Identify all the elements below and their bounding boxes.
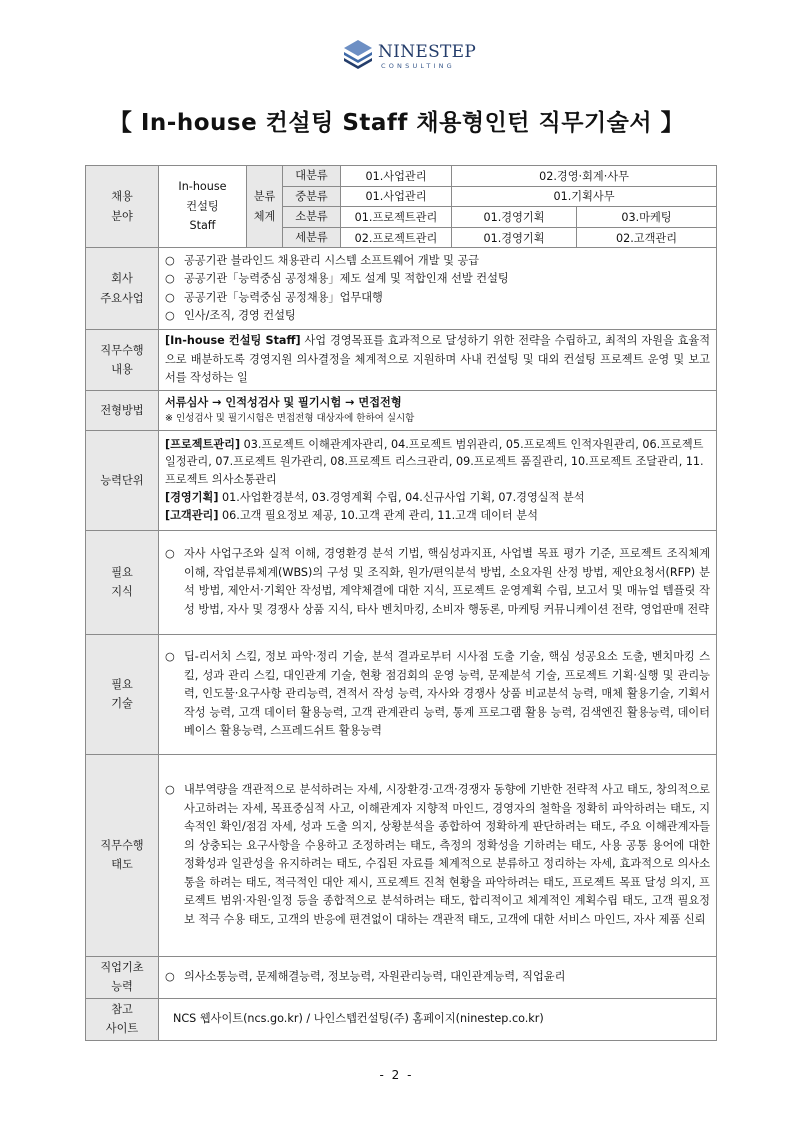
attitude-label: 직무수행 태도: [86, 754, 159, 956]
classification-label: 분류 체계: [247, 166, 283, 248]
job-description-table: [85, 165, 717, 1041]
list-item: ○ 공공기관「능력중심 공정채용」업무대행: [165, 290, 383, 304]
company-logo: [341, 38, 477, 74]
units-content: [159, 430, 717, 530]
field-label: 채용 분야: [86, 166, 159, 248]
minor-cell-1: 01.프로젝트관리: [341, 207, 452, 228]
skills-content: ○ 딥-리서치 스킬, 정보 파악·정리 기술, 분석 결과로부터 시사점 도출 기술, 핵심 성공요소 도출, 벤치마킹 스킬, 성과 관리 스킬, 대인관계 기술, 현황 점검회의 운영 능력, 문제분석 기술, 프로젝트 기획·실행 및 관리능력, 인도물·요구사항 관리능력, 견적서 작성 능력, 자사와 경쟁사 상품 비교분석 능력, 매체 활용기술, 기획서 작성 능력, 고객 데이터 활용능력, 고객 관계관리 능력, 통계 프로그램 활용 능력, 검색엔진 활용능력, 데이터베이스 활용능력, 스프레드쉬트 활용능력: [159, 634, 717, 754]
major-cell-1: 01.사업관리: [341, 166, 452, 187]
selection-content: [159, 390, 717, 430]
level-middle: 중분류: [283, 186, 341, 207]
reference-content: NCS 웹사이트(ncs.go.kr) / 나인스텝컨설팅(주) 홈페이지(ninestep.co.kr): [159, 998, 717, 1040]
skills-text: 딥-리서치 스킬, 정보 파악·정리 기술, 분석 결과로부터 시사점 도출 기술, 핵심 성공요소 도출, 벤치마킹 스킬, 성과 관리 스킬, 대인관계 기술, 현황 점검회의 운영 능력, 문제분석 기술, 프로젝트 기획·실행 및 관리능력, 인도물·요구사항 관리능력, 견적서 작성 능력, 자사와 경쟁사 상품 비교분석 능력, 매체 활용기술, 기획서 작성 능력, 고객 데이터 활용능력, 고객 관계관리 능력, 통계 프로그램 활용 능력, 검색엔진 활용능력, 데이터베이스 활용능력, 스프레드쉬트 활용능력: [184, 650, 710, 738]
list-item: ○ 공공기관 블라인드 채용관리 시스템 소프트웨어 개발 및 공급: [165, 253, 480, 267]
attitude-text: 내부역량을 객관적으로 분석하려는 자세, 시장환경·고객·경쟁자 동향에 기반한 전략적 사고 태도, 창의적으로 사고하려는 자세, 목표중심적 사고, 이해관계자 지향적 마인드, 경영자의 철학을 정확히 파악하려는 태도, 지속적인 확인/점검 자세, 성과 도출 의지, 상황분석을 종합하여 정확하게 판단하려는 태도, 주요 이해관계자들의 상충되는 요구사항을 수용하고 조정하려는 태도, 측정의 정확성을 기하려는 태도, 사용 공통 용어에 대한 정확성과 일관성을 유지하려는 태도, 수집된 자료를 체계적으로 분류하고 정리하는 자세, 효과적으로 의사소통을 하려는 태도, 적극적인 대안 제시, 프로젝트 진척 현황을 파악하려는 태도, 프로젝트 목표 달성 의지, 프로젝트 범위·자원·일정 등을 종합적으로 분석하려는 태도, 합리적이고 체계적인 계획수립 태도, 고객 필요정보 적극 수용 태도, 고객의 반응에 편견없이 대하는 객관적 태도, 고객에 대한 서비스 마인드, 자사 제품 신뢰: [184, 783, 710, 926]
business-list: [159, 248, 717, 330]
detail-cell-3: 02.고객관리: [577, 227, 717, 248]
basic-label: 직업기초 능력: [86, 956, 159, 998]
attitude-content: ○ 내부역량을 객관적으로 분석하려는 자세, 시장환경·고객·경쟁자 동향에 기반한 전략적 사고 태도, 창의적으로 사고하려는 자세, 목표중심적 사고, 이해관계자 지향적 마인드, 경영자의 철학을 정확히 파악하려는 태도, 지속적인 확인/점검 자세, 성과 도출 의지, 상황분석을 종합하여 정확하게 판단하려는 태도, 주요 이해관계자들의 상충되는 요구사항을 수용하고 조정하려는 태도, 측정의 정확성을 기하려는 태도, 사용 공통 용어에 대한 정확성과 일관성을 유지하려는 태도, 수집된 자료를 체계적으로 분류하고 정리하는 자세, 효과적으로 의사소통을 하려는 태도, 적극적인 대안 제시, 프로젝트 진척 현황을 파악하려는 태도, 프로젝트 목표 달성 의지, 프로젝트 범위·자원·일정 등을 종합적으로 분석하려는 태도, 합리적이고 체계적인 계획수립 태도, 고객 필요정보 적극 수용 태도, 고객의 반응에 편견없이 대하는 객관적 태도, 고객에 대한 서비스 마인드, 자사 제품 신뢰: [159, 754, 717, 956]
minor-cell-2: 01.경영기획: [452, 207, 577, 228]
middle-cell-2: 01.기획사무: [452, 186, 717, 207]
list-item: ○ 인사/조직, 경영 컨설팅: [165, 309, 296, 323]
business-label: 회사 주요사업: [86, 248, 159, 330]
minor-cell-3: 03.마케팅: [577, 207, 717, 228]
stacked-chevron-logo-icon: [341, 38, 375, 70]
list-item: ○ 공공기관「능력중심 공정채용」제도 설계 및 적합인재 선발 컨설팅: [165, 272, 509, 286]
units-label: 능력단위: [86, 430, 159, 530]
logo-subtitle: CONSULTING: [381, 62, 455, 70]
unit-group-planning: [경영기획] 01.사업환경분석, 03.경영계획 수립, 04.신규사업 기획, 07.경영실적 분석: [165, 491, 585, 505]
level-minor: 소분류: [283, 207, 341, 228]
logo-brand: NINESTEP: [378, 42, 477, 62]
knowledge-content: ○ 자사 사업구조와 실적 이해, 경영환경 분석 기법, 핵심성과지표, 사업별 목표 평가 기준, 프로젝트 조직체계 이해, 작업분류체계(WBS)의 구성 및 조직화, 원가/편익분석 방법, 소요자원 산정 방법, 제안요청서(RFP) 분석 방법, 제안서·기획안 작성법, 계약체결에 대한 지식, 프로젝트 운영계획 수립, 보고서 및 매뉴얼 템플릿 작성 방법, 자사 및 경쟁사 상품 지식, 타사 벤치마킹, 소비자 행동론, 마케팅 커뮤니케이션 전략, 영업판매 전략: [159, 530, 717, 634]
duty-heading: [In-house 컨설팅 Staff]: [165, 334, 301, 348]
knowledge-label: 필요 지식: [86, 530, 159, 634]
skills-label: 필요 기술: [86, 634, 159, 754]
selection-label: 전형방법: [86, 390, 159, 430]
basic-content: ○ 의사소통능력, 문제해결능력, 정보능력, 자원관리능력, 대인관계능력, 직업윤리: [159, 956, 717, 998]
reference-label: 참고 사이트: [86, 998, 159, 1040]
job-title-cell: In-house 컨설팅 Staff: [159, 166, 247, 248]
level-major: 대분류: [283, 166, 341, 187]
knowledge-text: 자사 사업구조와 실적 이해, 경영환경 분석 기법, 핵심성과지표, 사업별 목표 평가 기준, 프로젝트 조직체계 이해, 작업분류체계(WBS)의 구성 및 조직화, 원가/편익분석 방법, 소요자원 산정 방법, 제안요청서(RFP) 분석 방법, 제안서·기획안 작성법, 계약체결에 대한 지식, 프로젝트 운영계획 수립, 보고서 및 매뉴얼 템플릿 작성 방법, 자사 및 경쟁사 상품 지식, 타사 벤치마킹, 소비자 행동론, 마케팅 커뮤니케이션 전략, 영업판매 전략: [184, 547, 710, 616]
page-number: - 2 -: [379, 1068, 414, 1082]
duty-label: 직무수행 내용: [86, 330, 159, 390]
selection-steps: 서류심사 → 인적성검사 및 필기시험 → 면접전형: [165, 396, 402, 410]
duty-content: [159, 330, 717, 390]
detail-cell-1: 02.프로젝트관리: [341, 227, 452, 248]
unit-group-project: [프로젝트관리] 03.프로젝트 이해관계자관리, 04.프로젝트 범위관리, 05.프로젝트 인적자원관리, 06.프로젝트 일정관리, 07.프로젝트 원가관리, 08.프로젝트 리스크관리, 09.프로젝트 품질관리, 10.프로젝트 조달관리, 11.프로젝트 의사소통관리: [165, 437, 704, 487]
selection-note: ※ 인성검사 및 필기시험은 면접전형 대상자에 한하여 실시함: [165, 412, 415, 424]
major-cell-2: 02.경영·회계·사무: [452, 166, 717, 187]
middle-cell-1: 01.사업관리: [341, 186, 452, 207]
document-title: 【 In-house 컨설팅 Staff 채용형인턴 직무기술서 】: [108, 110, 685, 136]
level-detail: 세분류: [283, 227, 341, 248]
unit-group-customer: [고객관리] 06.고객 필요정보 제공, 10.고객 관계 관리, 11.고객 데이터 분석: [165, 509, 538, 523]
basic-text: 의사소통능력, 문제해결능력, 정보능력, 자원관리능력, 대인관계능력, 직업윤리: [184, 970, 566, 984]
detail-cell-2: 01.경영기획: [452, 227, 577, 248]
duty-text: 사업 경영목표를 효과적으로 달성하기 위한 전략을 수립하고, 최적의 자원을 효율적으로 배분하도록 경영지원 의사결정을 체계적으로 지원하며 사내 컨설팅 및 대외 컨설팅 프로젝트 운영 및 보고서를 작성하는 일: [165, 334, 711, 385]
